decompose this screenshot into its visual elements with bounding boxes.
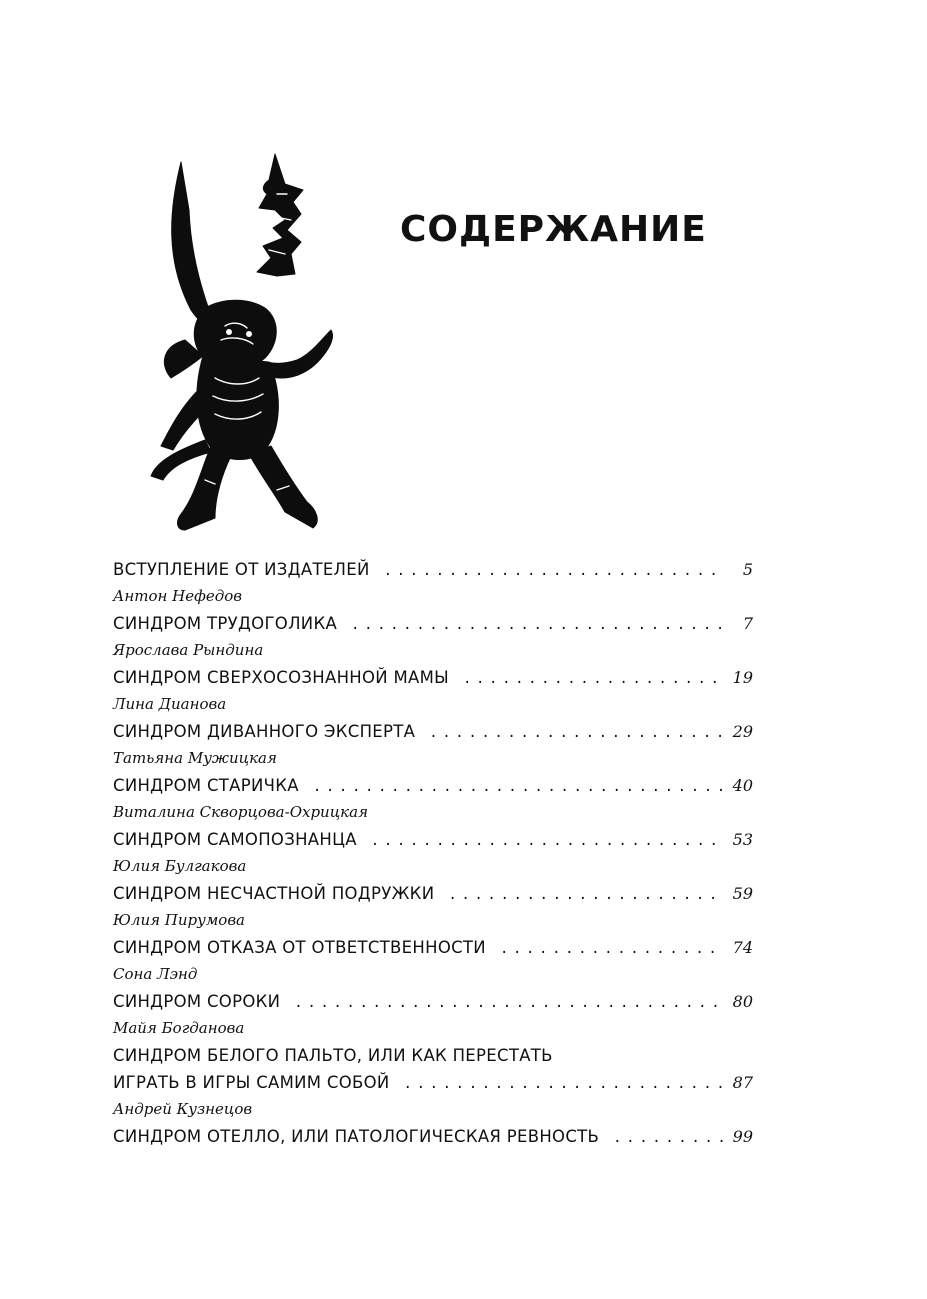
toc-entry-title: СИНДРОМ САМОПОЗНАНЦА [113, 830, 357, 849]
toc-entry-page: 87 [732, 1073, 753, 1092]
toc-author [113, 961, 753, 988]
toc-author-name: Сона Лэнд [113, 965, 198, 983]
page-title: СОДЕРЖАНИЕ [400, 209, 707, 250]
toc-author [113, 691, 753, 718]
toc-entry-title: СИНДРОМ ДИВАННОГО ЭКСПЕРТА [113, 722, 416, 741]
toc-entry [113, 772, 753, 799]
toc-entry-title: СИНДРОМ БЕЛОГО ПАЛЬТО, ИЛИ КАК ПЕРЕСТАТЬ [113, 1046, 553, 1065]
toc-entry-title-line [113, 1042, 753, 1069]
toc-author [113, 799, 753, 826]
toc-author [113, 637, 753, 664]
toc-author-name: Антон Нефедов [113, 587, 242, 605]
toc-author-name: Андрей Кузнецов [113, 1100, 253, 1118]
toc-entry-page: 19 [732, 668, 753, 687]
toc-entry-title: СИНДРОМ СТАРИЧКА [113, 776, 299, 795]
toc-entry-title: СИНДРОМ НЕСЧАСТНОЙ ПОДРУЖКИ [113, 884, 435, 903]
toc-entry-page: 74 [732, 938, 753, 957]
toc-entry [113, 1123, 753, 1150]
toc-leader-dots [384, 558, 723, 585]
toc-author-name: Лина Дианова [113, 695, 227, 713]
toc-entry-page: 99 [732, 1127, 753, 1146]
toc-entry-page: 53 [732, 830, 753, 849]
toc-author [113, 1015, 753, 1042]
toc-leader-dots [429, 720, 722, 747]
toc-author [113, 583, 753, 610]
toc-leader-dots [351, 612, 723, 639]
toc-author-name: Юлия Пирумова [113, 911, 245, 929]
toc-entry-page: 40 [732, 776, 753, 795]
toc-entry-title: СИНДРОМ СВЕРХОСОЗНАННОЙ МАМЫ [113, 668, 449, 687]
toc-leader-dots [294, 990, 722, 1017]
toc-author-name: Виталина Скворцова-Охрицкая [113, 803, 369, 821]
toc-author-name: Ярослава Рындина [113, 641, 264, 659]
toc-leader-dots [500, 936, 723, 963]
toc-leader-dots [463, 666, 723, 693]
toc-entry [113, 556, 753, 583]
toc-entry-title: ВСТУПЛЕНИЕ ОТ ИЗДАТЕЛЕЙ [113, 560, 370, 579]
demon-illustration [145, 150, 345, 540]
toc-author-name: Татьяна Мужицкая [113, 749, 277, 767]
toc-leader-dots [404, 1071, 723, 1098]
toc-entry-page: 5 [742, 560, 753, 579]
toc-author [113, 853, 753, 880]
toc-entry-page: 7 [742, 614, 753, 633]
toc-leader-dots [371, 828, 723, 855]
toc-entry [113, 826, 753, 853]
toc-entry-page: 80 [732, 992, 753, 1011]
toc-author-name: Юлия Булгакова [113, 857, 247, 875]
toc-entry-title: ИГРАТЬ В ИГРЫ САМИМ СОБОЙ [113, 1073, 390, 1092]
toc-leader-dots [448, 882, 722, 909]
toc-leader-dots [313, 774, 723, 801]
toc-entry [113, 934, 753, 961]
toc-entry-title: СИНДРОМ ОТЕЛЛО, ИЛИ ПАТОЛОГИЧЕСКАЯ РЕВНОСТЬ [113, 1127, 600, 1146]
toc-author [113, 1096, 753, 1123]
toc-entry [113, 664, 753, 691]
toc-author [113, 745, 753, 772]
toc-entry-title: СИНДРОМ ОТКАЗА ОТ ОТВЕТСТВЕННОСТИ [113, 938, 486, 957]
toc-entry [113, 880, 753, 907]
toc-author-name: Майя Богданова [113, 1019, 245, 1037]
toc-entry-title: СИНДРОМ СОРОКИ [113, 992, 281, 1011]
toc-author [113, 907, 753, 934]
toc-entry [113, 1069, 753, 1096]
toc-leader-dots [613, 1125, 723, 1152]
toc-entry [113, 610, 753, 637]
toc-entry [113, 988, 753, 1015]
toc-entry-title: СИНДРОМ ТРУДОГОЛИКА [113, 614, 338, 633]
toc-entry-page: 59 [732, 884, 753, 903]
table-of-contents [113, 556, 753, 1150]
toc-entry-page: 29 [732, 722, 753, 741]
toc-entry [113, 718, 753, 745]
